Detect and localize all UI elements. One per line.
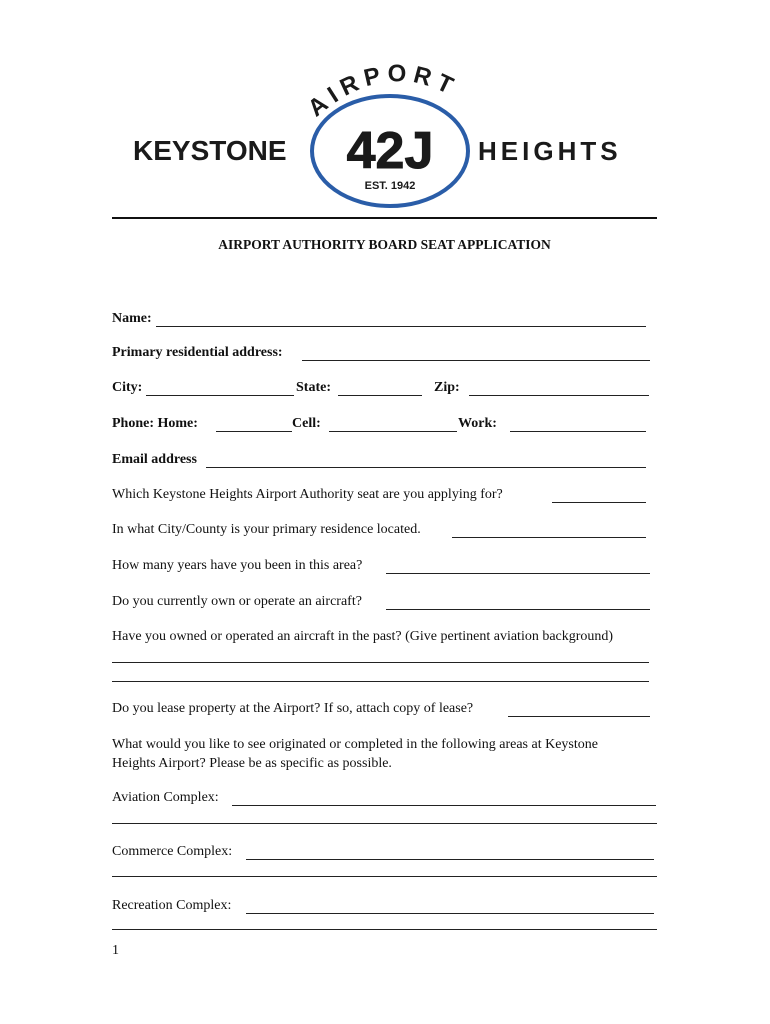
recreation-answer-line[interactable] (112, 929, 657, 930)
page-number: 1 (112, 943, 119, 958)
aviation-answer-line[interactable] (112, 823, 657, 824)
name-field[interactable] (156, 326, 646, 327)
own-aircraft-question: Do you currently own or operate an aircraft? (112, 594, 362, 609)
commerce-label: Commerce Complex: (112, 844, 233, 859)
lease-question-row (112, 701, 657, 719)
state-field[interactable] (338, 395, 422, 396)
recreation-label: Recreation Complex: (112, 898, 232, 913)
recreation-row (112, 898, 657, 916)
email-label: Email address (112, 452, 197, 467)
past-aircraft-answer-line-1[interactable] (112, 662, 649, 663)
seat-question-row (112, 487, 657, 505)
seat-question: Which Keystone Heights Airport Authority seat are you applying for? (112, 487, 503, 502)
commerce-field[interactable] (246, 859, 654, 860)
areas-question-line-1: What would you like to see originated or completed in the following areas at Keystone (112, 737, 598, 752)
aviation-label: Aviation Complex: (112, 790, 219, 805)
address-field[interactable] (302, 360, 650, 361)
city-state-zip-row (112, 380, 657, 398)
city-label: City: (112, 380, 143, 395)
cell-label: Cell: (292, 416, 321, 431)
areas-question-row-2 (112, 756, 657, 774)
zip-field[interactable] (469, 395, 649, 396)
own-aircraft-answer-field[interactable] (386, 609, 650, 610)
past-aircraft-question-row (112, 629, 657, 647)
years-answer-field[interactable] (386, 573, 650, 574)
airport-logo-graphic (128, 58, 648, 208)
logo-established: EST. 1942 (364, 180, 416, 192)
phone-home-field[interactable] (216, 431, 292, 432)
name-label: Name: (112, 311, 152, 326)
cell-field[interactable] (329, 431, 457, 432)
lease-answer-field[interactable] (508, 716, 650, 717)
aviation-row (112, 790, 657, 808)
logo-center-code: 42J (346, 122, 434, 180)
work-field[interactable] (510, 431, 646, 432)
zip-label: Zip: (434, 380, 460, 395)
lease-question: Do you lease property at the Airport? If so, attach copy of lease? (112, 701, 474, 716)
logo-arc-text: AIRPORT (302, 60, 463, 123)
residence-question-row (112, 522, 657, 540)
phone-home-label: Phone: Home: (112, 416, 198, 431)
residence-answer-field[interactable] (452, 537, 646, 538)
commerce-row (112, 844, 657, 862)
commerce-answer-line[interactable] (112, 876, 657, 877)
header-rule (112, 217, 657, 219)
email-row (112, 452, 657, 470)
logo-left-word: KEYSTONE (133, 135, 287, 166)
years-question-row (112, 558, 657, 576)
state-label: State: (296, 380, 331, 395)
years-question: How many years have you been in this area? (112, 558, 363, 573)
areas-question-row-1 (112, 737, 657, 755)
address-label: Primary residential address: (112, 345, 283, 360)
name-row (112, 311, 657, 329)
logo-right-word: HEIGHTS (478, 136, 622, 166)
aviation-field[interactable] (232, 805, 656, 806)
past-aircraft-question: Have you owned or operated an aircraft in the past? (Give pertinent aviation background) (112, 629, 614, 644)
email-field[interactable] (206, 467, 646, 468)
page-title: AIRPORT AUTHORITY BOARD SEAT APPLICATION (218, 237, 551, 252)
phone-row (112, 416, 657, 434)
address-row (112, 345, 657, 363)
airport-logo (128, 58, 648, 208)
recreation-field[interactable] (246, 913, 654, 914)
seat-answer-field[interactable] (552, 502, 646, 503)
areas-question-line-2: Heights Airport? Please be as specific as possible. (112, 756, 392, 771)
residence-question: In what City/County is your primary residence located. (112, 522, 421, 537)
work-label: Work: (458, 416, 497, 431)
past-aircraft-answer-line-2[interactable] (112, 681, 649, 682)
city-field[interactable] (146, 395, 294, 396)
own-aircraft-question-row (112, 594, 657, 612)
